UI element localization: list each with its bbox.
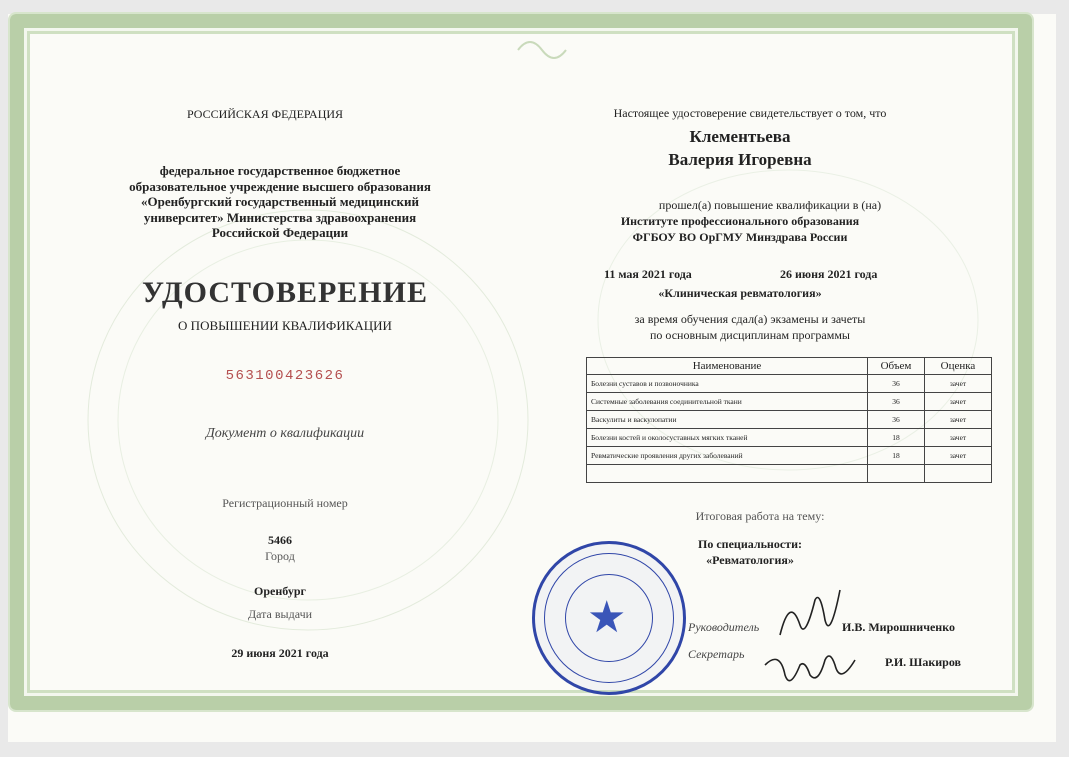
institute-line-1: Институте профессионального образования	[620, 214, 860, 228]
table-row	[587, 447, 992, 465]
column-header-name: Наименование	[587, 358, 868, 375]
registration-label: Регистрационный номер	[222, 496, 348, 510]
table-row	[587, 411, 992, 429]
passed-text: прошел(а) повышение квалификации в (на)	[658, 198, 882, 212]
date-from: 11 мая 2021 года	[604, 267, 692, 281]
subject-cell: Васкулиты и васкулопатии	[587, 411, 868, 429]
table-row	[587, 393, 992, 411]
table-header-row	[587, 358, 992, 375]
country-label: РОССИЙСКАЯ ФЕДЕРАЦИЯ	[186, 107, 344, 121]
subject-cell: Болезни костей и околосуставных мягких тканей	[587, 429, 868, 447]
org-line: образовательное учреждение высшего образования	[129, 178, 431, 194]
institute-line-2: ФГБОУ ВО ОрГМУ Минздрава России	[632, 230, 848, 244]
exams-line-1: за время обучения сдал(а) экзамены и зачеты	[634, 312, 866, 326]
org-line: «Оренбургский государственный медицинский	[141, 194, 419, 209]
issue-date: 29 июня 2021 года	[231, 646, 329, 660]
subject-cell: Ревматические проявления других заболеваний	[587, 447, 868, 465]
date-to: 26 июня 2021 года	[780, 267, 878, 281]
coat-of-arms-icon: ★	[587, 593, 627, 642]
holder-name: Валерия Игоревна	[668, 150, 812, 169]
program-title: «Клиническая ревматология»	[658, 286, 822, 300]
secretary-role: Секретарь	[688, 647, 745, 661]
org-line: федеральное государственное бюджетное	[159, 163, 401, 178]
certificate-title: УДОСТОВЕРЕНИЕ	[142, 276, 428, 309]
certificate-subtitle: О ПОВЫШЕНИИ КВАЛИФИКАЦИИ	[178, 318, 392, 333]
specialty-label: По специальности:	[698, 537, 802, 551]
org-line: Российской Федерации	[211, 225, 349, 240]
grade-cell	[925, 465, 992, 483]
issue-date-label: Дата выдачи	[247, 607, 313, 621]
serial-number: 563100423626	[225, 368, 345, 384]
volume-cell: 18	[868, 429, 925, 447]
subject-cell: Болезни суставов и позвоночника	[587, 375, 868, 393]
exams-line-2: по основным дисциплинам программы	[649, 328, 850, 342]
grade-cell: зачет	[925, 429, 992, 447]
head-role: Руководитель	[688, 620, 760, 634]
volume-cell: 18	[868, 447, 925, 465]
specialty-value: «Ревматология»	[706, 553, 794, 567]
secretary-name: Р.И. Шакиров	[885, 655, 962, 669]
city-label: Город	[265, 549, 295, 563]
table-row	[587, 375, 992, 393]
subject-cell	[587, 465, 868, 483]
final-work-label: Итоговая работа на тему:	[695, 509, 825, 523]
volume-cell: 36	[868, 393, 925, 411]
volume-cell: 36	[868, 411, 925, 429]
holder-surname: Клементьева	[689, 127, 791, 146]
intro-text: Настоящее удостоверение свидетельствует о том, что	[613, 106, 887, 120]
organization-name	[100, 163, 460, 241]
volume-cell	[868, 465, 925, 483]
registration-number: 5466	[268, 533, 292, 547]
subjects-table	[586, 357, 992, 483]
head-name: И.В. Мирошниченко	[842, 620, 955, 634]
secretary-signature	[760, 635, 860, 695]
document-type: Документ о квалификации	[205, 426, 365, 441]
grade-cell: зачет	[925, 447, 992, 465]
column-header-volume: Объем	[868, 358, 925, 375]
column-header-grade: Оценка	[925, 358, 992, 375]
volume-cell: 36	[868, 375, 925, 393]
official-seal	[532, 541, 686, 695]
subject-cell: Системные заболевания соединительной ткани	[587, 393, 868, 411]
org-line: университет» Министерства здравоохранения	[143, 209, 417, 225]
table-row	[587, 429, 992, 447]
city-value: Оренбург	[254, 584, 306, 598]
table-row-empty	[587, 465, 992, 483]
grade-cell: зачет	[925, 411, 992, 429]
grade-cell: зачет	[925, 393, 992, 411]
grade-cell: зачет	[925, 375, 992, 393]
